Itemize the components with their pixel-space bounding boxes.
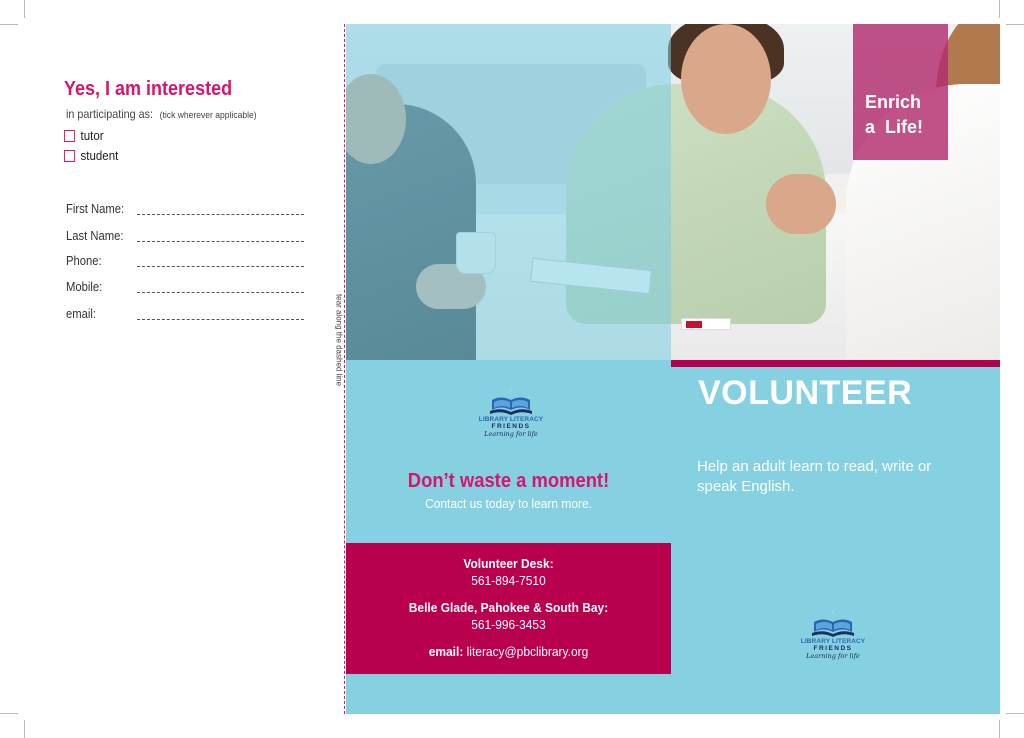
- photo-tint-overlay: [346, 24, 671, 360]
- enrich-badge: [853, 24, 948, 160]
- checkbox-student[interactable]: [64, 150, 75, 162]
- photo-card: [681, 318, 731, 330]
- logo-line3: Learning for life: [484, 430, 538, 438]
- literacy-logo-small: [788, 610, 878, 660]
- logo-line3: Learning for life: [806, 652, 860, 660]
- tear-dashed-line: [344, 24, 345, 714]
- field-label: Last Name:: [66, 229, 124, 243]
- field-line[interactable]: [137, 266, 304, 267]
- literacy-logo: [466, 388, 556, 438]
- crop-mark: [1006, 24, 1024, 25]
- accent-bar: [671, 360, 1000, 367]
- logo-line2: FRIENDS: [491, 423, 531, 430]
- crop-mark: [999, 720, 1000, 738]
- option-student-label: student: [80, 149, 119, 163]
- field-mobile[interactable]: [66, 280, 306, 296]
- crop-mark: [999, 0, 1000, 18]
- cta-headline: Don’t waste a moment!: [407, 470, 610, 492]
- logo-line1: LIBRARY LITERACY: [800, 638, 866, 645]
- branch-label: Belle Glade, Pahokee & South Bay:: [408, 600, 609, 615]
- option-tutor[interactable]: [64, 129, 104, 143]
- contact-email: [359, 644, 658, 659]
- contact-block: [346, 543, 671, 674]
- reply-subtitle-note: (tick wherever applicable): [159, 110, 257, 121]
- cta-subline: Contact us today to learn more.: [425, 496, 592, 511]
- logo-line1: LIBRARY LITERACY: [478, 416, 544, 423]
- open-book-icon: [810, 610, 856, 638]
- option-tutor-label: tutor: [80, 129, 104, 143]
- option-student[interactable]: [64, 149, 118, 163]
- reply-title: Yes, I am interested: [64, 78, 233, 100]
- volunteer-title: VOLUNTEER: [698, 374, 913, 412]
- open-book-icon: [488, 388, 534, 416]
- volunteer-tagline: Help an adult learn to read, write or speak English.: [697, 458, 932, 495]
- field-line[interactable]: [137, 319, 304, 320]
- tear-instruction-text: tear along the dashed line: [334, 293, 344, 387]
- field-email[interactable]: [66, 307, 306, 323]
- brochure-panel: [346, 24, 1000, 714]
- email-link[interactable]: literacy@pbclibrary.org: [466, 644, 589, 659]
- reply-card: [0, 0, 340, 738]
- field-line[interactable]: [137, 292, 304, 293]
- field-first-name[interactable]: [66, 202, 306, 218]
- field-phone[interactable]: [66, 254, 306, 270]
- field-label: Phone:: [66, 254, 102, 268]
- email-label: email:: [428, 644, 464, 659]
- checkbox-tutor[interactable]: [64, 130, 75, 142]
- volunteer-desk-phone[interactable]: 561-894-7510: [471, 573, 546, 588]
- photo-woman-arm: [766, 174, 836, 234]
- logo-line2: FRIENDS: [813, 645, 853, 652]
- field-line[interactable]: [137, 214, 304, 215]
- enrich-text: Enrich a Life!: [865, 92, 924, 137]
- field-line[interactable]: [137, 241, 304, 242]
- photo-woman-head: [681, 24, 771, 134]
- branch-phone[interactable]: 561-996-3453: [471, 617, 546, 632]
- field-label: Mobile:: [66, 280, 103, 294]
- field-last-name[interactable]: [66, 229, 306, 245]
- field-label: First Name:: [66, 202, 125, 216]
- volunteer-desk-label: Volunteer Desk:: [463, 556, 554, 571]
- field-label: email:: [66, 307, 97, 321]
- reply-subtitle-text: in participating as:: [66, 107, 154, 121]
- reply-subtitle: [66, 107, 257, 121]
- crop-mark: [1006, 713, 1024, 714]
